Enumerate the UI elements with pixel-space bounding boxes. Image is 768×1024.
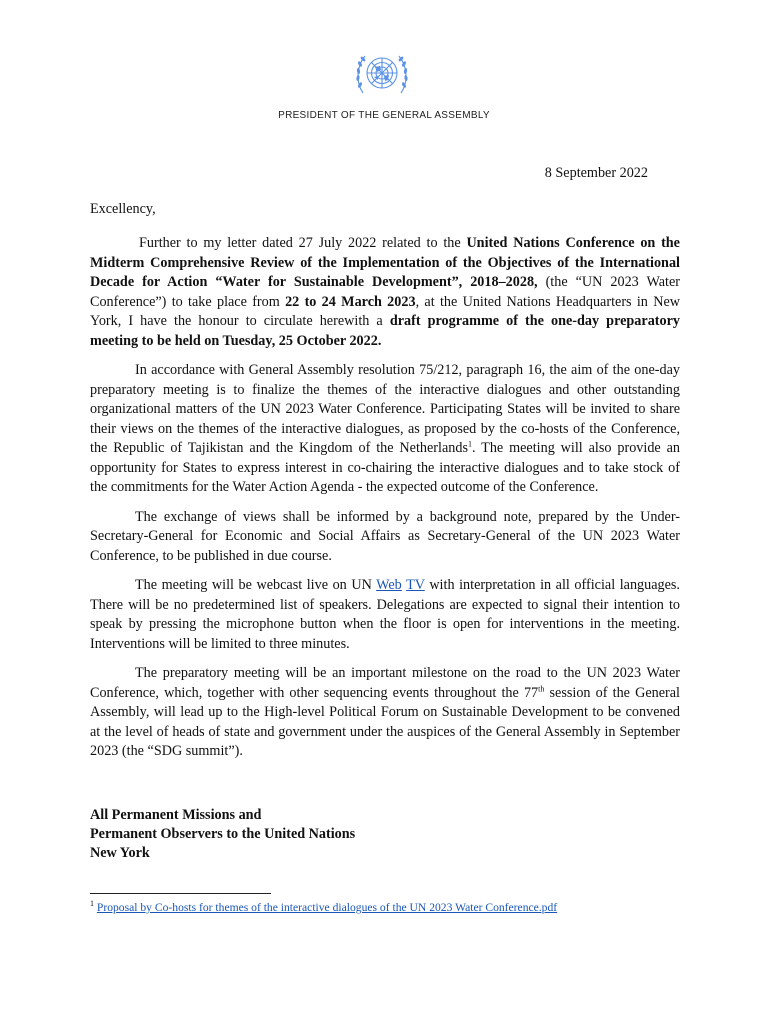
p2-text-1: In accordance with General Assembly resolution 75/212, paragraph 16, the aim of the one-day preparatory meeting is to finalize the themes of the interactive dialogues and other outstanding organizational matters of the UN 2023 Water Conference. Participating States will be invited to share their views on the themes of the interactive dialogues, as proposed by the co-hosts of the Conference, the Republic of Tajikistan and the Kingdom of the Netherlands [90, 362, 680, 456]
p1-text-1: Further to my letter dated 27 July 2022 related to the [139, 235, 467, 251]
paragraph-4 [90, 576, 680, 654]
conference-title: United Nations Conference on the Midterm Comprehensive Review of the Implementation of the Objectives of the International Decade for Action “Water for Sustainable Development”, 2018–2028, [90, 235, 680, 290]
paragraph-3: The exchange of views shall be informed by a background note, prepared by the Under-Secretary-General for Economic and Social Affairs as Secretary-General of the UN 2023 Water Conference, to be published in due course. [90, 508, 680, 564]
p5-text-1: The preparatory meeting will be an important milestone on the road to the UN 2023 Water Conference, which, together with other sequencing events throughout the 77 [90, 665, 680, 701]
p1-text-3: , at the United Nations Headquarters in New York, I have the honour to circulate herewith a [90, 293, 680, 329]
p5-text-2: session of the General Assembly, will lead up to the High-level Political Forum on Sustainable Development to be convened at the level of heads of state and government under the auspices of the General Assembly in September 2023 (the “SDG summit”). [90, 684, 681, 759]
letter-body [90, 234, 680, 772]
footnote [90, 900, 557, 916]
ordinal-suffix: th [538, 683, 545, 693]
paragraph-1 [90, 234, 680, 351]
footnote-divider [90, 893, 271, 894]
footnote-ref[interactable]: 1 [467, 439, 472, 449]
web-link[interactable]: Web [376, 577, 402, 593]
office-header: PRESIDENT OF THE GENERAL ASSEMBLY [278, 110, 490, 121]
un-emblem-icon [353, 49, 411, 99]
draft-programme-note: draft programme of the one-day preparatory meeting to be held on Tuesday, 25 October 2022. [90, 313, 680, 349]
letter-date: 8 September 2022 [544, 165, 648, 181]
addressee-block [90, 806, 355, 863]
p1-text-2: (the “UN 2023 Water Conference”) to take place from [90, 274, 681, 310]
conference-dates: 22 to 24 March 2023 [285, 293, 416, 310]
p2-text-2: . The meeting will also provide an opportunity for States to express interest in co-chairing the interactive dialogues and to take stock of the commitments for the Water Action Agenda - the expected outcome of the Conference. [90, 440, 680, 495]
addressee-line-3: New York [90, 845, 150, 861]
p4-text-1: The meeting will be webcast live on UN [135, 577, 377, 593]
paragraph-2 [90, 361, 680, 498]
p4-text-3: with interpretation in all official languages. There will be no predetermined list of speakers. Delegations are expected to signal their intention to speak by pressing the microphone button when the floor is open for interventions in the meeting. Interventions will be limited to three minutes. [90, 577, 680, 652]
paragraph-5 [90, 664, 680, 762]
footnote-mark: 1 [90, 899, 94, 909]
addressee-line-1: All Permanent Missions and [90, 807, 262, 823]
salutation: Excellency, [90, 201, 156, 217]
addressee-line-2: Permanent Observers to the United Nations [90, 826, 356, 842]
co-hosts-proposal-link[interactable]: Proposal by Co-hosts for themes of the interactive dialogues of the UN 2023 Water Conference.pdf [96, 901, 558, 914]
tv-link[interactable]: TV [406, 577, 425, 593]
